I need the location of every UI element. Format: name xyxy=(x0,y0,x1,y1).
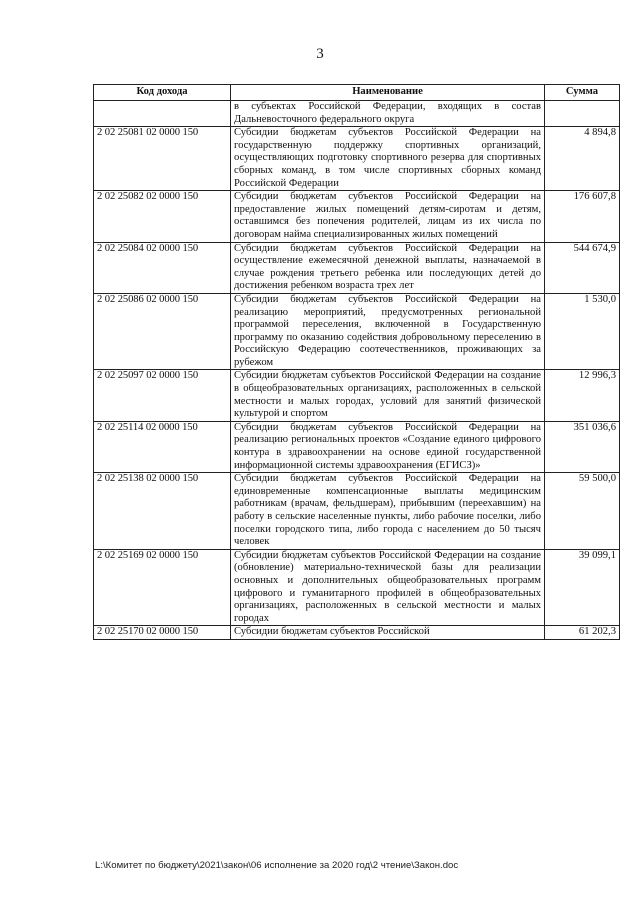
row-code: 2 02 25084 02 0000 150 xyxy=(94,242,231,293)
row-code: 2 02 25081 02 0000 150 xyxy=(94,127,231,191)
row-code: 2 02 25097 02 0000 150 xyxy=(94,370,231,421)
table-row xyxy=(94,626,620,640)
row-name: в субъектах Российской Федерации, входящих в состав Дальневосточного федерального округа xyxy=(231,101,545,127)
row-name: Субсидии бюджетам субъектов Российской Федерации на реализацию региональных проектов «Создание единого цифрового контура в здравоохранении на основе единой государственной информационной системы здравоохранения (ЕГИСЗ)» xyxy=(231,421,545,472)
row-name: Субсидии бюджетам субъектов Российской Федерации на предоставление жилых помещений детям-сиротам и детям, оставшимся без попечения родителей, лицам из их числа по договорам найма специализированных жилых помещений xyxy=(231,191,545,242)
row-name: Субсидии бюджетам субъектов Российской Федерации на создание (обновление) материально-технической базы для реализации основных и дополнительных общеобразовательных программ цифрового и гуманитарного профилей в общеобразовательных организациях, расположенных в сельской местности и малых городах xyxy=(231,549,545,626)
row-name: Субсидии бюджетам субъектов Российской xyxy=(231,626,545,640)
row-code: 2 02 25169 02 0000 150 xyxy=(94,549,231,626)
table-row xyxy=(94,101,620,127)
row-name: Субсидии бюджетам субъектов Российской Федерации на единовременные компенсационные выплаты медицинским работникам (врачам, фельдшерам), прибывшим (переехавшим) на работу в сельские населенные пункты, либо рабочие поселки, либо поселки городского типа, либо города с населением до 50 тысяч человек xyxy=(231,473,545,550)
table-row xyxy=(94,421,620,472)
row-code: 2 02 25082 02 0000 150 xyxy=(94,191,231,242)
row-code: 2 02 25170 02 0000 150 xyxy=(94,626,231,640)
row-sum: 176 607,8 xyxy=(545,191,620,242)
header-code: Код дохода xyxy=(94,85,231,101)
row-sum: 544 674,9 xyxy=(545,242,620,293)
table-row xyxy=(94,242,620,293)
row-name: Субсидии бюджетам субъектов Российской Федерации на государственную поддержку спортивных организаций, осуществляющих подготовку спортивного резерва для спортивных сборных команд, в том числе спортивных сборных команд Российской Федерации xyxy=(231,127,545,191)
row-sum: 1 530,0 xyxy=(545,293,620,370)
row-code: 2 02 25086 02 0000 150 xyxy=(94,293,231,370)
table-header-row xyxy=(94,85,620,101)
row-code xyxy=(94,101,231,127)
row-name: Субсидии бюджетам субъектов Российской Федерации на реализацию мероприятий, предусмотренных региональной программой переселения, включенной в Государственную программу по оказанию содействия добровольному переселению в Российскую Федерацию соотечественников, проживающих за рубежом xyxy=(231,293,545,370)
row-name: Субсидии бюджетам субъектов Российской Федерации на создание в общеобразовательных организациях, расположенных в сельской местности и малых городах, условий для занятий физической культурой и спортом xyxy=(231,370,545,421)
revenue-table xyxy=(93,84,620,640)
row-sum: 12 996,3 xyxy=(545,370,620,421)
table-row xyxy=(94,293,620,370)
row-sum xyxy=(545,101,620,127)
row-code: 2 02 25114 02 0000 150 xyxy=(94,421,231,472)
table-row xyxy=(94,370,620,421)
row-sum: 39 099,1 xyxy=(545,549,620,626)
table-row xyxy=(94,549,620,626)
header-sum: Сумма xyxy=(545,85,620,101)
row-sum: 61 202,3 xyxy=(545,626,620,640)
row-sum: 4 894,8 xyxy=(545,127,620,191)
row-sum: 59 500,0 xyxy=(545,473,620,550)
table-row xyxy=(94,191,620,242)
row-name: Субсидии бюджетам субъектов Российской Федерации на осуществление ежемесячной денежной выплаты, назначаемой в случае рождения третьего ребенка или последующих детей до достижения ребенком возраста трех лет xyxy=(231,242,545,293)
table-row xyxy=(94,473,620,550)
page-number: 3 xyxy=(316,46,324,62)
footer-file-path: L:\Комитет по бюджету\2021\закон\06 исполнение за 2020 год\2 чтение\Закон.doc xyxy=(95,860,459,871)
row-code: 2 02 25138 02 0000 150 xyxy=(94,473,231,550)
header-name: Наименование xyxy=(231,85,545,101)
row-sum: 351 036,6 xyxy=(545,421,620,472)
table-row xyxy=(94,127,620,191)
